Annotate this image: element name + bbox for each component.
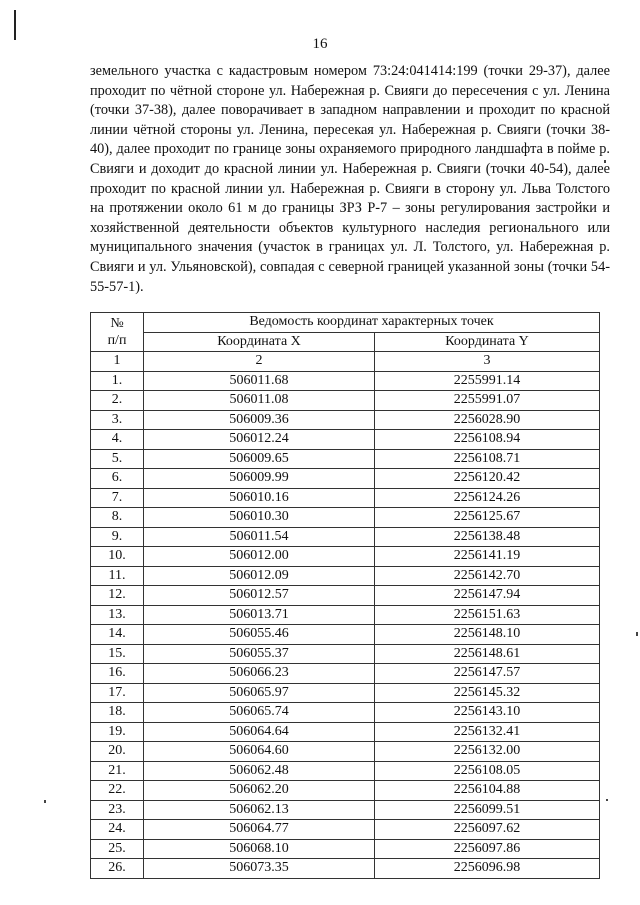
coordinate-x: 506068.10 <box>144 839 375 859</box>
row-number: 25. <box>91 839 144 859</box>
coordinate-y: 2255991.14 <box>375 371 600 391</box>
column-index: 2 <box>144 352 375 372</box>
table-row <box>91 839 600 859</box>
coordinate-x: 506011.68 <box>144 371 375 391</box>
coordinate-x: 506010.30 <box>144 508 375 528</box>
table-row <box>91 703 600 723</box>
coordinate-x: 506012.57 <box>144 586 375 606</box>
row-number: 15. <box>91 644 144 664</box>
coordinate-y: 2256143.10 <box>375 703 600 723</box>
table-row <box>91 469 600 489</box>
coordinate-x: 506011.08 <box>144 391 375 411</box>
coordinate-x: 506009.36 <box>144 410 375 430</box>
table-row <box>91 410 600 430</box>
table-row <box>91 430 600 450</box>
coordinate-x: 506066.23 <box>144 664 375 684</box>
table-row <box>91 391 600 411</box>
body-paragraph: земельного участка с кадастровым номером 73:24:041414:199 (точки 29-37), далее проходит по чётной стороне ул. Набережная р. Свияги до пересечения с ул. Ленина (точки 37-38), далее поворачивает в западном направлении и проходит по красной линии чётной стороны ул. Ленина, пересекая ул. Набережная р. Свияги (точки 38-40), далее проходит по границе зоны охраняемого природного ландшафта в пойме р. Свияги и доходит до красной линии ул. Набережная р. Свияги (точки 40-54), далее проходит по красной линии ул. Набережная р. Свияги в сторону ул. Льва Толстого на протяжении около 61 м до границы ЗРЗ Р-7 – зоны регулирования застройки и хозяйственной деятельности объектов культурного наследия регионального или муниципального значения (участок в границах ул. Л. Толстого, ул. Набережная р. Свияги и ул. Ульяновской), совпадая с северной границей указанной зоны (точки 54-55-57-1). <box>90 63 610 295</box>
row-number: 19. <box>91 722 144 742</box>
table-row <box>91 625 600 645</box>
scan-speck <box>606 799 608 801</box>
coordinate-y: 2256132.00 <box>375 742 600 762</box>
coordinate-y: 2256096.98 <box>375 859 600 879</box>
table-row <box>91 800 600 820</box>
table-row <box>91 508 600 528</box>
coordinate-y: 2256145.32 <box>375 683 600 703</box>
coordinate-x: 506009.99 <box>144 469 375 489</box>
coordinate-y: 2256028.90 <box>375 410 600 430</box>
coordinate-x: 506010.16 <box>144 488 375 508</box>
coordinate-x: 506073.35 <box>144 859 375 879</box>
table-row <box>91 527 600 547</box>
table-row <box>91 586 600 606</box>
table-row <box>91 449 600 469</box>
table-row <box>91 722 600 742</box>
coordinate-x: 506062.48 <box>144 761 375 781</box>
scan-speck <box>636 632 638 636</box>
coordinate-y: 2256099.51 <box>375 800 600 820</box>
coordinate-x: 506064.64 <box>144 722 375 742</box>
table-row <box>91 488 600 508</box>
coordinate-x: 506062.13 <box>144 800 375 820</box>
row-number: 7. <box>91 488 144 508</box>
row-number: 9. <box>91 527 144 547</box>
coordinate-x: 506013.71 <box>144 605 375 625</box>
coordinate-y: 2256148.61 <box>375 644 600 664</box>
row-number: 1. <box>91 371 144 391</box>
coordinate-y: 2255991.07 <box>375 391 600 411</box>
row-number: 5. <box>91 449 144 469</box>
row-number: 6. <box>91 469 144 489</box>
table-row <box>91 644 600 664</box>
column-index: 3 <box>375 352 600 372</box>
row-number: 3. <box>91 410 144 430</box>
coordinate-x: 506064.77 <box>144 820 375 840</box>
column-index: 1 <box>91 352 144 372</box>
coordinate-y: 2256104.88 <box>375 781 600 801</box>
coordinates-table-body <box>91 371 600 878</box>
coordinate-x: 506055.46 <box>144 625 375 645</box>
row-number: 20. <box>91 742 144 762</box>
coordinate-x: 506009.65 <box>144 449 375 469</box>
coordinate-x: 506011.54 <box>144 527 375 547</box>
coordinates-table <box>90 312 600 879</box>
table-row <box>91 547 600 567</box>
row-number: 11. <box>91 566 144 586</box>
table-row <box>91 742 600 762</box>
coordinate-x: 506062.20 <box>144 781 375 801</box>
coordinate-y: 2256132.41 <box>375 722 600 742</box>
row-number: 13. <box>91 605 144 625</box>
coordinate-y: 2256120.42 <box>375 469 600 489</box>
row-number: 14. <box>91 625 144 645</box>
coordinate-y: 2256097.62 <box>375 820 600 840</box>
coordinate-y: 2256142.70 <box>375 566 600 586</box>
row-number: 21. <box>91 761 144 781</box>
row-number: 26. <box>91 859 144 879</box>
table-row <box>91 859 600 879</box>
coordinate-y: 2256125.67 <box>375 508 600 528</box>
row-number: 12. <box>91 586 144 606</box>
row-number: 4. <box>91 430 144 450</box>
row-number: 24. <box>91 820 144 840</box>
scan-speck <box>44 800 46 803</box>
row-number: 10. <box>91 547 144 567</box>
row-number: 22. <box>91 781 144 801</box>
coordinate-x: 506012.00 <box>144 547 375 567</box>
header-title: Ведомость координат характерных точек <box>144 313 600 333</box>
coordinate-y: 2256147.57 <box>375 664 600 684</box>
row-number: 16. <box>91 664 144 684</box>
coordinate-y: 2256138.48 <box>375 527 600 547</box>
coordinate-x: 506065.74 <box>144 703 375 723</box>
page-number: 16 <box>312 36 328 52</box>
coordinate-y: 2256148.10 <box>375 625 600 645</box>
coordinate-y: 2256141.19 <box>375 547 600 567</box>
table-row <box>91 683 600 703</box>
header-coordinate-x: Координата X <box>144 332 375 352</box>
header-number-symbol: № <box>110 316 124 331</box>
coordinate-y: 2256108.94 <box>375 430 600 450</box>
row-number: 18. <box>91 703 144 723</box>
table-row <box>91 820 600 840</box>
coordinate-x: 506055.37 <box>144 644 375 664</box>
coordinate-y: 2256124.26 <box>375 488 600 508</box>
coordinate-y: 2256108.71 <box>375 449 600 469</box>
coordinate-y: 2256151.63 <box>375 605 600 625</box>
coordinate-x: 506012.24 <box>144 430 375 450</box>
table-row <box>91 664 600 684</box>
row-number: 8. <box>91 508 144 528</box>
table-row <box>91 781 600 801</box>
header-number-label: п/п <box>107 333 127 348</box>
row-number: 23. <box>91 800 144 820</box>
coordinate-x: 506012.09 <box>144 566 375 586</box>
row-number: 2. <box>91 391 144 411</box>
coordinate-y: 2256108.05 <box>375 761 600 781</box>
coordinate-x: 506065.97 <box>144 683 375 703</box>
coordinate-x: 506064.60 <box>144 742 375 762</box>
table-row <box>91 605 600 625</box>
table-row <box>91 371 600 391</box>
table-row <box>91 566 600 586</box>
table-row <box>91 761 600 781</box>
row-number: 17. <box>91 683 144 703</box>
header-number-cell <box>91 313 144 352</box>
coordinate-y: 2256097.86 <box>375 839 600 859</box>
coordinate-y: 2256147.94 <box>375 586 600 606</box>
header-coordinate-y: Координата Y <box>375 332 600 352</box>
